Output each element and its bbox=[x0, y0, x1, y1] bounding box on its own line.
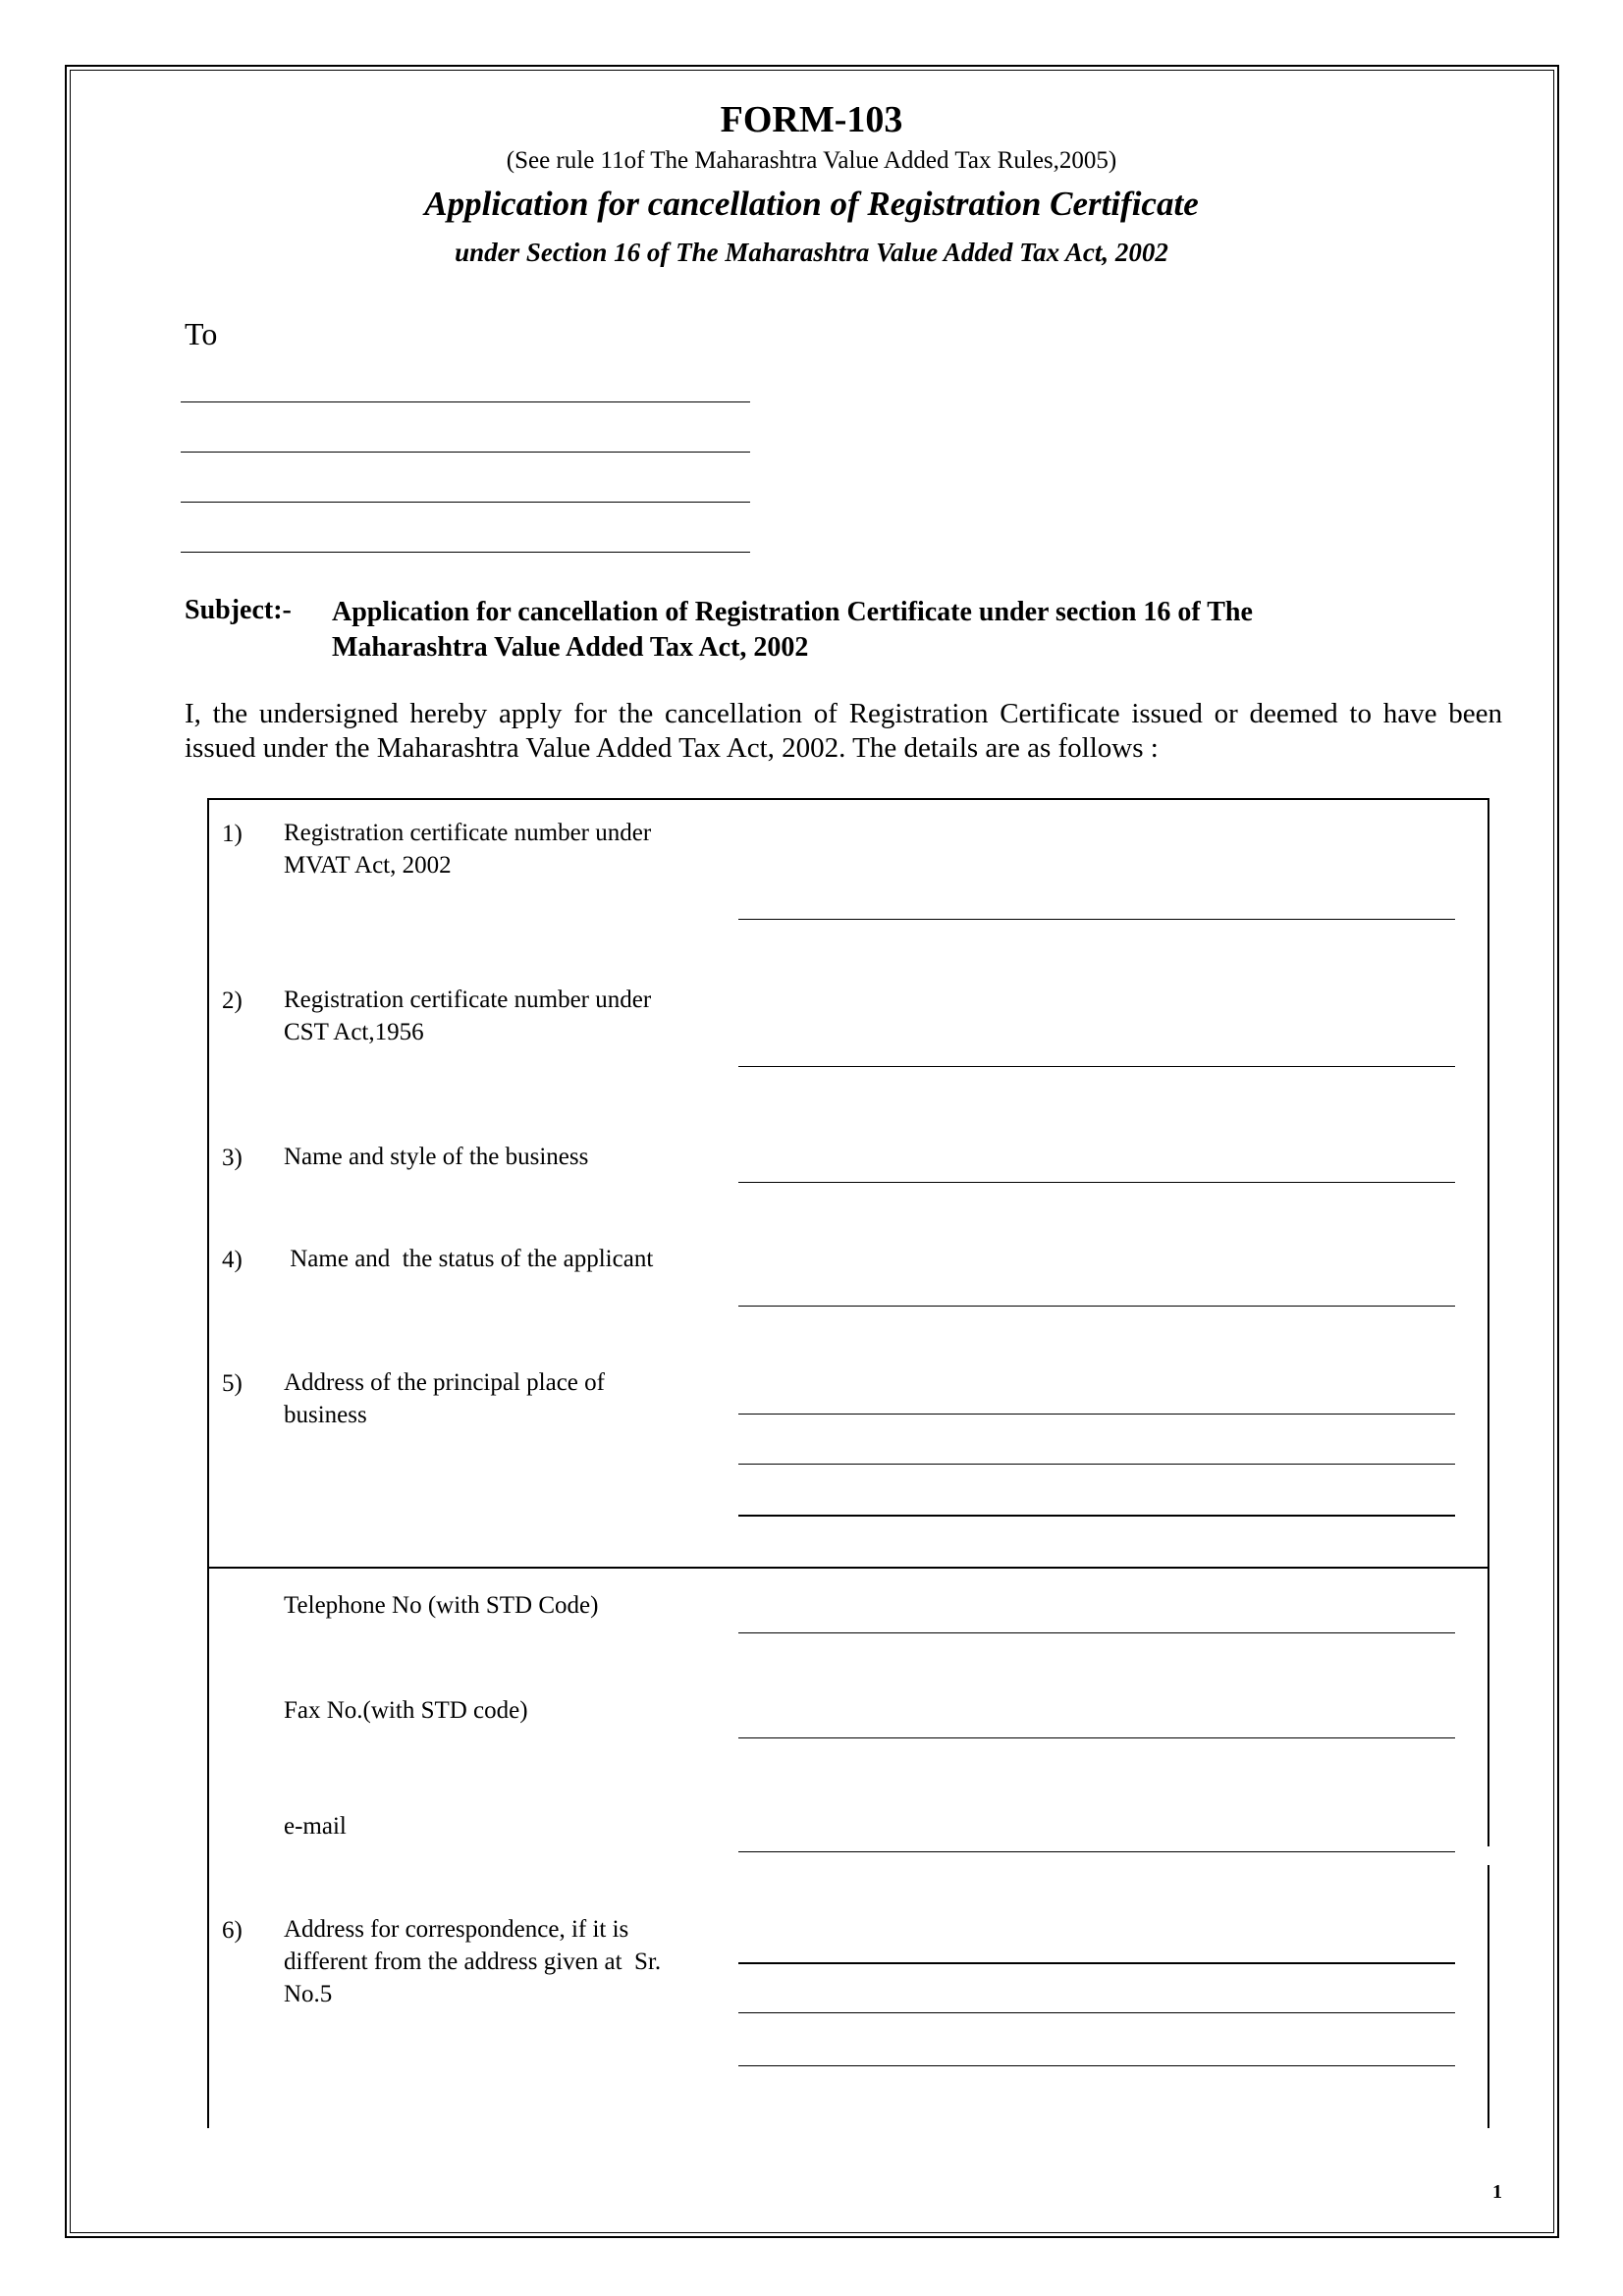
addressee-line-4[interactable] bbox=[181, 552, 750, 553]
details-box-left-border bbox=[207, 798, 209, 2128]
field-4-number: 4) bbox=[222, 1247, 243, 1273]
field-1-label-line-2: MVAT Act, 2002 bbox=[284, 852, 452, 879]
section-reference: under Section 16 of The Maharashtra Value Added Tax Act, 2002 bbox=[455, 238, 1168, 267]
field-1-label-line-1: Registration certificate number under bbox=[284, 820, 652, 846]
subject-label: Subject:- bbox=[185, 595, 292, 625]
field-6-entry-line-2[interactable] bbox=[738, 2012, 1455, 2013]
email-label: e-mail bbox=[284, 1813, 347, 1840]
application-title: Application for cancellation of Registration Certificate bbox=[424, 185, 1199, 223]
details-box-right-border-lower bbox=[1488, 1865, 1489, 2128]
field-2-number: 2) bbox=[222, 988, 243, 1014]
addressee-line-3[interactable] bbox=[181, 502, 750, 503]
page-number: 1 bbox=[1492, 2181, 1502, 2203]
field-3-label: Name and style of the business bbox=[284, 1144, 589, 1170]
subject-line-2: Maharashtra Value Added Tax Act, 2002 bbox=[332, 632, 809, 663]
details-box-top-border bbox=[207, 798, 1489, 800]
field-6-entry-line-3[interactable] bbox=[738, 2065, 1455, 2066]
field-5-label bbox=[284, 1366, 605, 1431]
intro-paragraph: I, the undersigned hereby apply for the cancellation of Registration Certificate issued or deemed to have been issued under the Maharashtra Value Added Tax Act, 2002. The details are as follows : bbox=[185, 698, 1502, 764]
email-entry-line[interactable] bbox=[738, 1851, 1455, 1852]
subject-line-1: Application for cancellation of Registration Certificate under section 16 of The bbox=[332, 597, 1253, 627]
field-6-label bbox=[284, 1913, 661, 2010]
field-6-number: 6) bbox=[222, 1917, 243, 1944]
fax-label: Fax No.(with STD code) bbox=[284, 1697, 528, 1724]
field-4-label: Name and the status of the applicant bbox=[284, 1246, 654, 1272]
field-2-label-line-1: Registration certificate number under bbox=[284, 987, 652, 1013]
field-6-label-line-1: Address for correspondence, if it is bbox=[284, 1916, 629, 1943]
details-box-divider bbox=[207, 1567, 1489, 1569]
addressee-line-1[interactable] bbox=[181, 401, 750, 402]
details-box-right-border bbox=[1488, 798, 1489, 1846]
to-label: To bbox=[185, 316, 218, 351]
field-6-label-line-3: No.5 bbox=[284, 1981, 333, 2007]
field-1-label bbox=[284, 817, 651, 881]
field-5-label-line-2: business bbox=[284, 1402, 367, 1428]
field-1-entry-line[interactable] bbox=[738, 919, 1455, 920]
subject-text bbox=[332, 595, 1412, 666]
field-2-entry-line[interactable] bbox=[738, 1066, 1455, 1067]
field-5-entry-line-1[interactable] bbox=[738, 1414, 1455, 1415]
field-5-number: 5) bbox=[222, 1370, 243, 1397]
field-5-entry-line-2[interactable] bbox=[738, 1464, 1455, 1465]
form-title: FORM-103 bbox=[720, 99, 903, 140]
field-3-entry-line[interactable] bbox=[738, 1182, 1455, 1183]
field-6-entry-line-1[interactable] bbox=[738, 1962, 1455, 1964]
telephone-label: Telephone No (with STD Code) bbox=[284, 1592, 599, 1619]
fax-entry-line[interactable] bbox=[738, 1737, 1455, 1738]
field-5-label-line-1: Address of the principal place of bbox=[284, 1369, 605, 1396]
field-6-label-line-2: different from the address given at Sr. bbox=[284, 1949, 662, 1975]
field-5-entry-line-3[interactable] bbox=[738, 1515, 1455, 1517]
rule-reference: (See rule 11of The Maharashtra Value Added Tax Rules,2005) bbox=[506, 147, 1117, 174]
telephone-entry-line[interactable] bbox=[738, 1632, 1455, 1633]
field-1-number: 1) bbox=[222, 821, 243, 847]
field-4-entry-line[interactable] bbox=[738, 1306, 1455, 1307]
field-3-number: 3) bbox=[222, 1145, 243, 1171]
addressee-line-2[interactable] bbox=[181, 452, 750, 453]
field-2-label-line-2: CST Act,1956 bbox=[284, 1019, 424, 1045]
field-2-label bbox=[284, 984, 651, 1048]
